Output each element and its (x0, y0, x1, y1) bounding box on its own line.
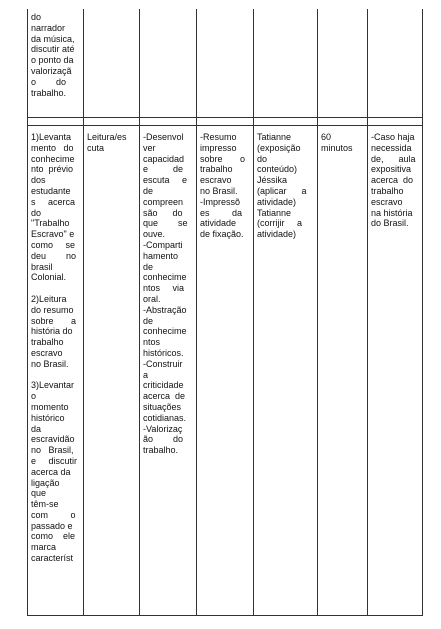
cell-text-line: trabalho (200, 164, 233, 175)
cell-text-line: de (143, 261, 154, 272)
cell-text-line: acerca do (371, 175, 414, 186)
cell-text-line: ão do (143, 434, 184, 445)
cell-text-line: expositiva (371, 164, 412, 175)
row-divider (27, 125, 423, 126)
cell-text-line: que (31, 488, 47, 499)
cell-text-line: -Impressõ (200, 196, 241, 207)
column-divider (253, 9, 254, 616)
cell-text-line: acerca da (31, 466, 71, 477)
cell-row2-col7 (371, 132, 416, 229)
cell-text-line: conhecime (31, 153, 75, 164)
cell-text-line: no Brasil, (31, 445, 74, 456)
table-border-bottom (27, 615, 423, 616)
column-divider (317, 9, 318, 616)
cell-text-line: "Trabalho (31, 218, 70, 229)
table-border-right (422, 9, 423, 616)
cell-text-line: da música, (31, 33, 75, 44)
cell-text-line: escravo (371, 196, 403, 207)
cell-text-line: no Brasil. (31, 358, 69, 369)
cell-text-line: ouve. (143, 229, 166, 240)
cell-text-line: -Caso haja (371, 132, 415, 142)
cell-text-line: impresso (200, 142, 237, 153)
cell-text-line: 3)Levantar (31, 380, 75, 391)
cell-text-line: de fixação. (200, 229, 244, 240)
cell-text-line: atividade (200, 218, 237, 229)
cell-text-line: situações (143, 401, 182, 412)
cell-row2-col6 (321, 132, 353, 154)
cell-text-line: Leitura/es (87, 132, 127, 142)
cell-text-line: Tatianne (257, 207, 292, 218)
cell-text-line: narrador (31, 22, 66, 33)
cell-text-line: (exposição (257, 142, 301, 153)
cell-text-line: valorizaçã (31, 65, 72, 76)
cell-text-line: 60 (321, 132, 332, 142)
cell-text-line: de (143, 315, 154, 326)
cell-text-line: marca (31, 542, 57, 553)
cell-text-line: conhecime (143, 272, 187, 283)
cell-text-line: o do (31, 76, 67, 87)
cell-text-line: acerca de (143, 391, 186, 402)
cell-text-line: trabalho. (31, 87, 67, 98)
column-divider (139, 9, 140, 616)
cell-text-line: s acerca (31, 196, 76, 207)
cell-text-line: ntos (143, 337, 161, 348)
cell-text-line: deu no (31, 250, 77, 261)
table-border-left (27, 9, 28, 616)
cell-text-line: Tatianne (257, 132, 292, 142)
cell-text-line: criticidade (143, 380, 184, 391)
cell-text-line: dos (31, 175, 46, 186)
cell-text-line: discutir até (31, 44, 75, 55)
cell-text-line: o ponto da (31, 55, 74, 66)
cell-text-line: de, aula (371, 153, 416, 164)
cell-text-line: -Desenvol (143, 132, 184, 142)
column-divider (367, 9, 368, 616)
cell-text-line: característ (31, 553, 74, 564)
cell-text-line: -Valorizaç (143, 423, 183, 434)
cell-text-line: e discutir (31, 455, 78, 466)
cell-text-line: na história (371, 207, 413, 218)
cell-text-line: -Abstração (143, 304, 187, 315)
cell-text-line: trabalho. (143, 445, 179, 456)
cell-text-line: com o (31, 509, 76, 520)
cell-text-line: do (31, 207, 42, 218)
cell-text-line: sobre o (200, 153, 246, 164)
cell-row2-col3 (143, 132, 188, 456)
cell-text-line: atividade) (257, 229, 297, 240)
cell-text-line: ver (143, 142, 156, 153)
cell-text-line: e de (143, 164, 184, 175)
cell-row2-col4 (200, 132, 245, 240)
cell-text-line: cotidianas. (143, 412, 187, 423)
cell-text-line: momento (31, 401, 69, 412)
cell-text-line: históricos. (143, 347, 184, 358)
cell-text-line: brasil (31, 261, 53, 272)
cell-text-line (31, 283, 77, 294)
cell-text-line (31, 370, 77, 381)
cell-text-line: ligação (31, 477, 60, 488)
cell-text-line: a (143, 369, 149, 380)
cell-text-line: do Brasil. (371, 218, 409, 229)
cell-text-line: Escravo" e (31, 229, 75, 240)
cell-text-line: Jéssika (257, 175, 288, 186)
cell-text-line: escravo (200, 175, 232, 186)
cell-text-line: do resumo (31, 304, 74, 315)
cell-text-line: oral. (143, 293, 161, 304)
cell-text-line: histórico (31, 412, 65, 423)
cell-text-line: nto prévio (31, 164, 74, 175)
cell-text-line: -Comparti (143, 239, 183, 250)
cell-text-line: de (143, 185, 154, 196)
cell-text-line: (corrijir a (257, 218, 302, 229)
cell-text-line: como se (31, 239, 76, 250)
cell-text-line: têm-se (31, 499, 59, 510)
cell-row2-col5 (257, 132, 307, 240)
cell-text-line: -Construir (143, 358, 183, 369)
cell-text-line: sobre a (31, 315, 77, 326)
cell-text-line: atividade) (257, 196, 297, 207)
cell-text-line: estudante (31, 185, 71, 196)
cell-text-line: es da (200, 207, 243, 218)
column-divider (196, 9, 197, 616)
cell-text-line: hamento (143, 250, 179, 261)
cell-text-line: ntos via (143, 283, 185, 294)
cell-row2-col2 (87, 132, 127, 154)
cell-text-line: do (31, 12, 42, 22)
cell-text-line: como ele (31, 531, 76, 542)
cell-text-line: que se (143, 218, 188, 229)
cell-text-line: do (257, 153, 268, 164)
cell-text-line: o (31, 391, 37, 402)
cell-text-line: -Resumo (200, 132, 237, 142)
cell-text-line: (aplicar a (257, 185, 307, 196)
cell-text-line: trabalho (371, 185, 404, 196)
cell-text-line: necessida (371, 142, 412, 153)
cell-text-line: da (31, 423, 42, 434)
cell-text-line: no Brasil. (200, 185, 238, 196)
cell-text-line: 2)Leitura (31, 293, 67, 304)
cell-text-line: minutos (321, 142, 353, 153)
column-divider (83, 9, 84, 616)
cell-text-line: escuta e (143, 175, 188, 186)
cell-text-line: cuta (87, 142, 105, 153)
cell-text-line: compreen (143, 196, 184, 207)
cell-text-line: passado e (31, 520, 73, 531)
cell-text-line: escravo (31, 347, 63, 358)
row-divider (27, 117, 423, 118)
cell-text-line: história do (31, 326, 73, 337)
cell-text-line: conhecime (143, 326, 187, 337)
cell-text-line: escravidão (31, 434, 75, 445)
cell-text-line: capacidad (143, 153, 185, 164)
cell-text-line: 1)Levanta (31, 132, 72, 142)
cell-row1-col1 (31, 12, 75, 98)
cell-text-line: Colonial. (31, 272, 67, 283)
cell-text-line: são do (143, 207, 183, 218)
cell-text-line: conteúdo) (257, 164, 298, 175)
cell-text-line: mento do (31, 142, 74, 153)
cell-row2-col1 (31, 132, 77, 564)
cell-text-line: trabalho (31, 337, 64, 348)
